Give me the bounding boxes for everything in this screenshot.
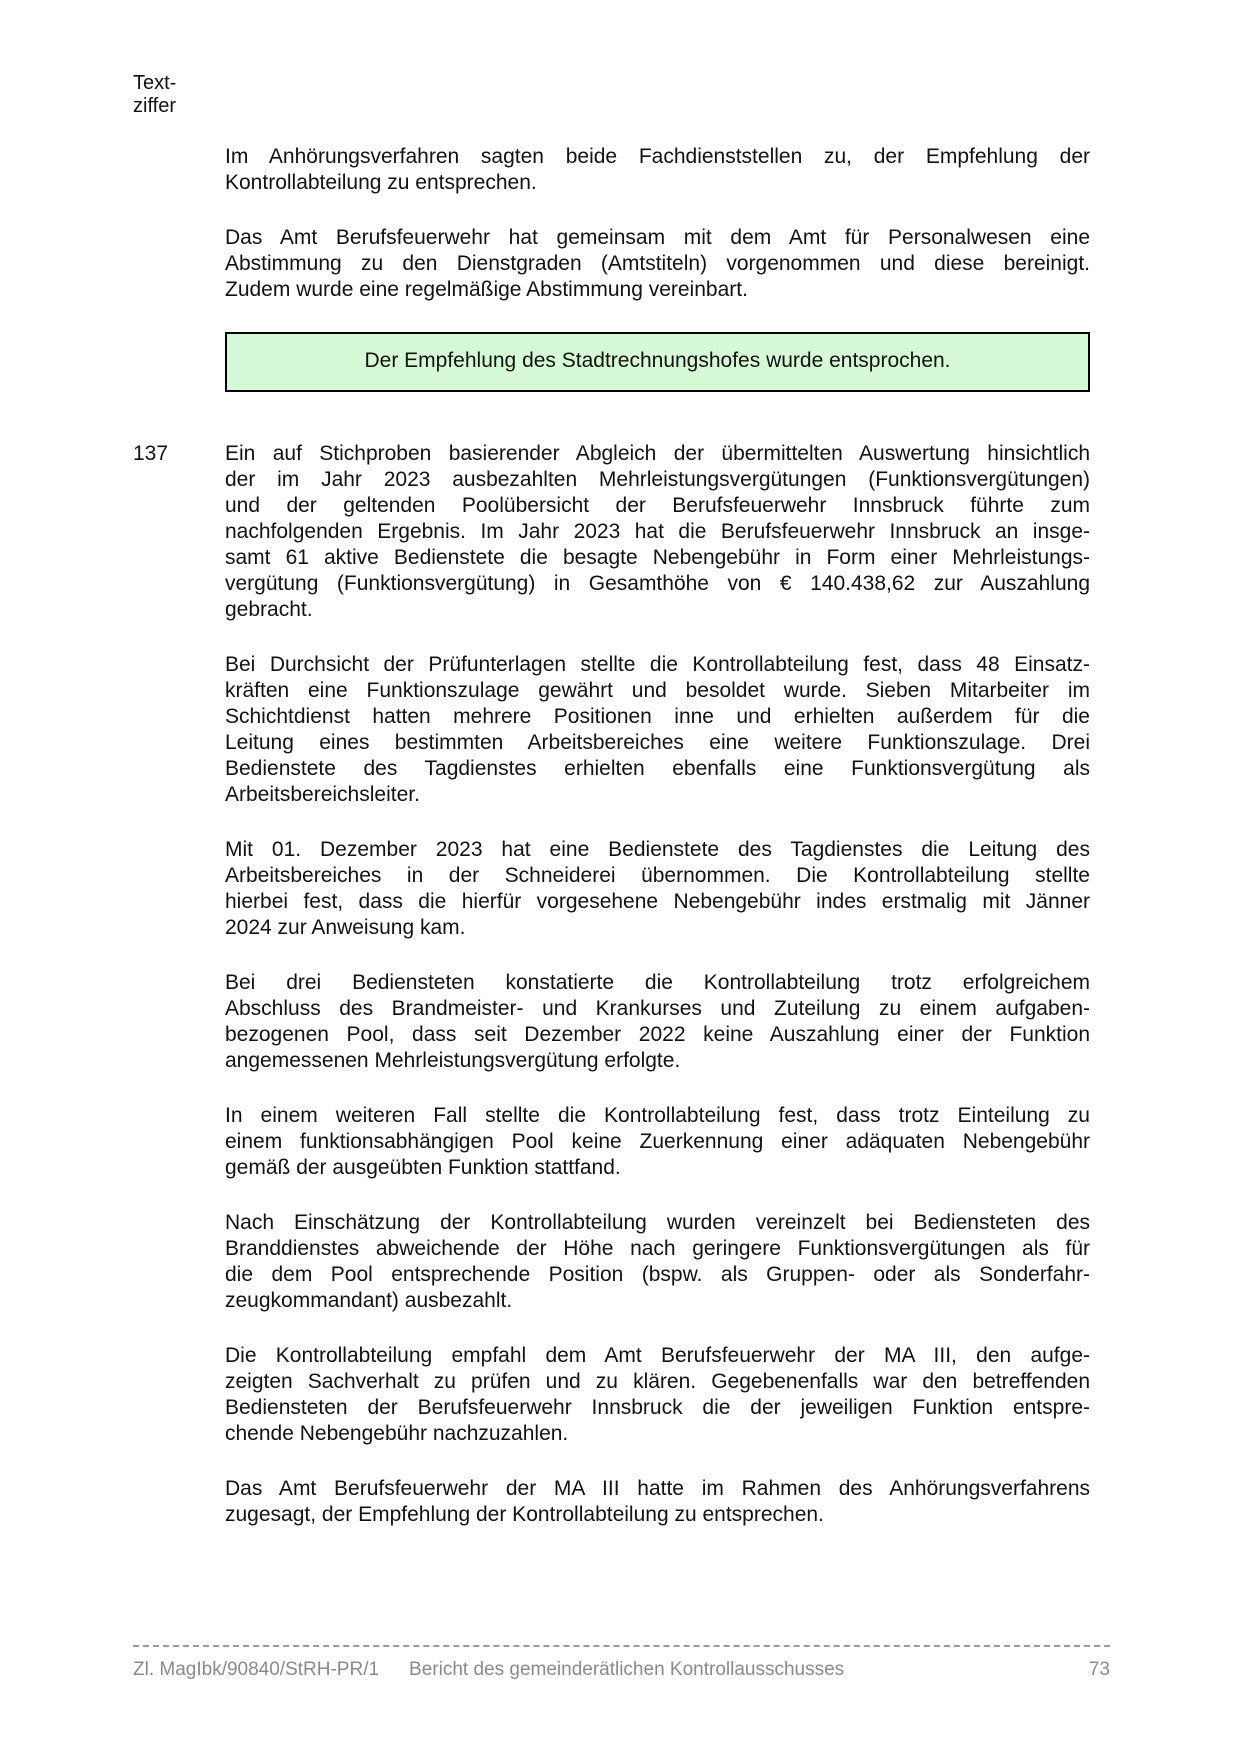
text-line: einem funktionsabhängigen Pool keine Zuerkennung einer adäquaten Nebengebühr [225,1130,1090,1153]
margin-header-line1: Text- [133,72,177,94]
item-paragraph-1 [225,441,1090,623]
text-line: Nach Einschätzung der Kontrollabteilung wurden vereinzelt bei Bediensteten des [225,1211,1090,1234]
text-line: vergütung (Funktionsvergütung) in Gesamthöhe von € 140.438,62 zur Auszahlung [225,572,1090,595]
margin-header-line2: ziffer [133,95,176,117]
item-paragraph-2 [225,652,1090,808]
text-line: Abstimmung zu den Dienstgraden (Amtstiteln) vorgenommen und diese bereinigt. [225,252,1090,275]
text-line: chende Nebengebühr nachzuzahlen. [225,1422,569,1445]
text-line: nachfolgenden Ergebnis. Im Jahr 2023 hat die Berufsfeuerwehr Innsbruck an insge- [225,520,1090,543]
intro-paragraph-1 [225,144,1090,196]
text-line: Leitung eines bestimmten Arbeitsbereiches eine weitere Funktionszulage. Drei [225,731,1090,754]
text-line: Mit 01. Dezember 2023 hat eine Bedienstete des Tagdienstes die Leitung des [225,838,1090,861]
text-line: Branddienstes abweichende der Höhe nach geringere Funktionsvergütungen als für [225,1237,1090,1260]
page-footer [133,1645,1110,1681]
text-line: die dem Pool entsprechende Position (bspw. als Gruppen- oder als Sonderfahr- [225,1263,1090,1286]
text-line: Das Amt Berufsfeuerwehr hat gemeinsam mit dem Amt für Personalwesen eine [225,226,1090,249]
text-line: Ein auf Stichproben basierender Abgleich der übermittelten Auswertung hinsichtlich [225,442,1090,465]
text-line: Arbeitsbereichsleiter. [225,783,420,806]
text-line: Bediensteten der Berufsfeuerwehr Innsbruck die der jeweiligen Funktion entspre- [225,1396,1090,1419]
text-line: Bei drei Bediensteten konstatierte die Kontrollabteilung trotz erfolgreichem [225,971,1090,994]
text-line: 2024 zur Anweisung kam. [225,916,466,939]
footer-report-title: Bericht des gemeinderätlichen Kontrollausschusses [409,1659,845,1680]
text-line: Abschluss des Brandmeister- und Krankurses und Zuteilung zu einem aufgaben- [225,997,1090,1020]
item-paragraph-5 [225,1103,1090,1181]
recommendation-status-box [225,332,1090,392]
text-line: Zudem wurde eine regelmäßige Abstimmung vereinbart. [225,278,748,301]
text-line: gebracht. [225,598,313,621]
text-line: Im Anhörungsverfahren sagten beide Fachdienststellen zu, der Empfehlung der [225,145,1090,168]
intro-paragraph-2 [225,225,1090,303]
item-paragraph-8 [225,1476,1090,1528]
text-line: zeugkommandant) ausbezahlt. [225,1289,513,1312]
text-line: gemäß der ausgeübten Funktion stattfand. [225,1156,621,1179]
text-line: samt 61 aktive Bedienstete die besagte Nebengebühr in Form einer Mehrleistungs- [225,546,1090,569]
text-line: Die Kontrollabteilung empfahl dem Amt Berufsfeuerwehr der MA III, den aufge- [225,1344,1090,1367]
item-paragraph-6 [225,1210,1090,1314]
footer-file-reference: Zl. MagIbk/90840/StRH-PR/1 [133,1659,380,1680]
text-line: kräften eine Funktionszulage gewährt und besoldet wurde. Sieben Mitarbeiter im [225,679,1090,702]
item-paragraph-7 [225,1343,1090,1447]
report-item-137 [133,441,1090,1528]
text-line: Bedienstete des Tagdienstes erhielten ebenfalls eine Funktionsvergütung als [225,757,1090,780]
item-paragraph-4 [225,970,1090,1074]
body-column [133,144,1090,1557]
text-line: Kontrollabteilung zu entsprechen. [225,171,537,194]
text-line: Schichtdienst hatten mehrere Positionen inne und erhielten außerdem für die [225,705,1090,728]
text-line: bezogenen Pool, dass seit Dezember 2022 keine Auszahlung einer der Funktion [225,1023,1090,1046]
text-line: Bei Durchsicht der Prüfunterlagen stellte die Kontrollabteilung fest, dass 48 Einsatz- [225,653,1090,676]
text-line: Arbeitsbereiches in der Schneiderei übernommen. Die Kontrollabteilung stellte [225,864,1090,887]
footer-page-number: 73 [1088,1659,1110,1680]
text-line: hierbei fest, dass die hierfür vorgesehene Nebengebühr indes erstmalig mit Jänner [225,890,1090,913]
text-line: der im Jahr 2023 ausbezahlten Mehrleistungsvergütungen (Funktionsvergütungen) [225,468,1090,491]
text-line: zeigten Sachverhalt zu prüfen und zu klären. Gegebenenfalls war den betreffenden [225,1370,1090,1393]
text-line: angemessenen Mehrleistungsvergütung erfolgte. [225,1049,681,1072]
margin-item-number: 137 [133,442,169,465]
text-line: und der geltenden Poolübersicht der Berufsfeuerwehr Innsbruck führte zum [225,494,1090,517]
item-paragraph-3 [225,837,1090,941]
text-line: In einem weiteren Fall stellte die Kontrollabteilung fest, dass trotz Einteilung zu [225,1104,1090,1127]
margin-column-header [133,72,176,118]
text-line: zugesagt, der Empfehlung der Kontrollabteilung zu entsprechen. [225,1503,824,1526]
text-line: Das Amt Berufsfeuerwehr der MA III hatte im Rahmen des Anhörungsverfahrens [225,1477,1090,1500]
recommendation-status-text: Der Empfehlung des Stadtrechnungshofes wurde entsprochen. [364,349,951,372]
